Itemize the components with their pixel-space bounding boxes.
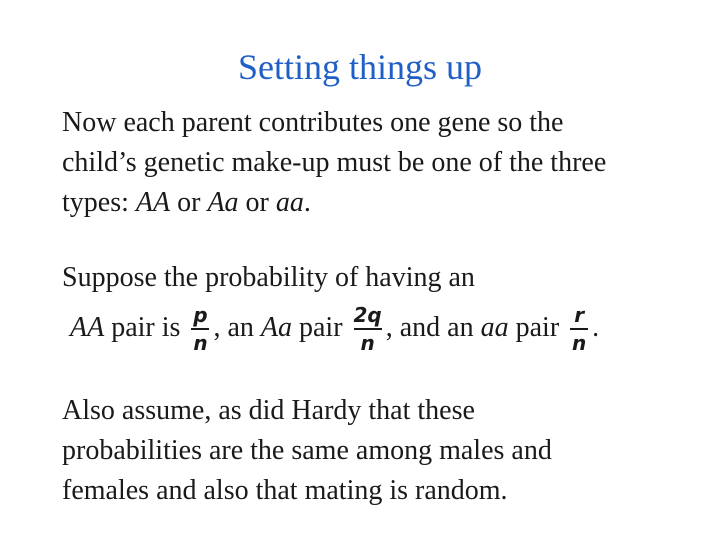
text-span: pair [508,312,567,343]
genotype-aa: aa [480,312,509,343]
fraction-bar [570,328,588,330]
fraction-bar [191,328,209,330]
text-line: Suppose the probability of having an [62,262,475,293]
denominator: n [360,331,375,355]
fraction-bar [354,328,382,330]
denominator: n [193,331,208,355]
genotype-Aa: Aa [260,312,292,343]
text-span: . [303,187,311,218]
text-line: Also assume, as did Hardy that these [62,395,475,426]
numerator: r [574,303,585,327]
text-line: females and also that mating is random. [62,475,508,506]
numerator: p [193,303,208,327]
text-span: or [170,187,208,218]
slide-title: Setting things up [237,47,483,87]
fraction-r-over-n [570,303,588,355]
paragraph-probability-intro [62,258,475,298]
text-span: pair is [104,312,188,343]
fraction-2q-over-n [354,303,382,355]
paragraph-genotypes [62,103,606,223]
genotype-AA: AA [135,187,171,218]
text-line: child’s genetic make-up must be one of the three [62,147,607,178]
numerator: 2q [353,303,382,327]
denominator: n [572,331,587,355]
text-line: probabilities are the same among males and [62,435,552,466]
text-span: , an [213,312,261,343]
text-span: . [592,312,600,343]
text-span: types: [62,187,136,218]
paragraph-assumptions [62,391,552,511]
text-span: pair [291,312,350,343]
genotype-AA: AA [70,312,105,343]
fraction-p-over-n [191,303,209,355]
text-span: , and an [385,312,481,343]
text-span: or [238,187,276,218]
probability-line [62,298,599,358]
genotype-Aa: Aa [207,187,239,218]
text-line [62,183,606,223]
text-line: Now each parent contributes one gene so the [62,107,564,138]
genotype-aa: aa [275,187,304,218]
